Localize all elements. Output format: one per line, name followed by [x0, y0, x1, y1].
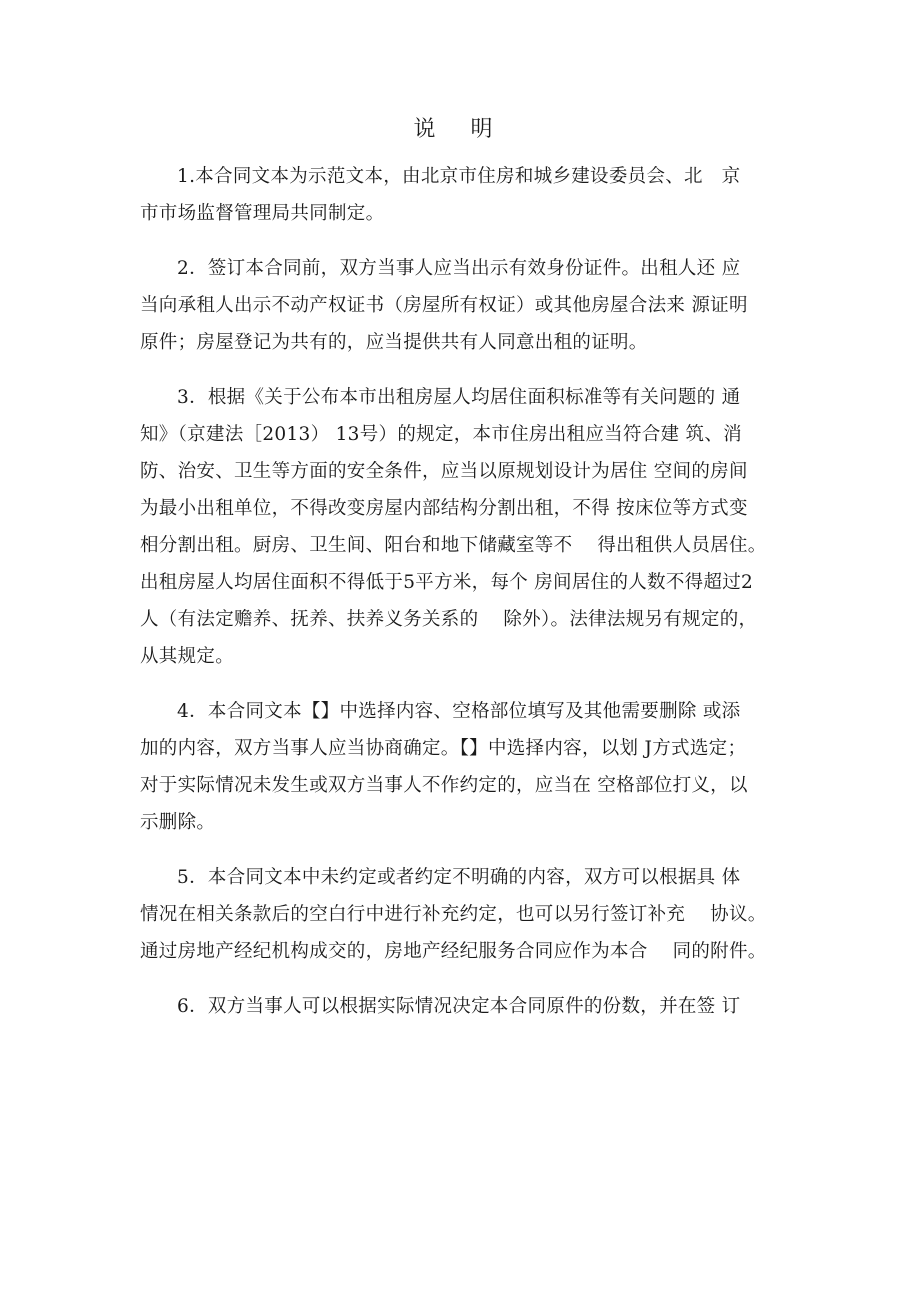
paragraph-line: 相分割出租。厨房、卫生间、阳台和地下储藏室等不 得出租供人员居住。 — [140, 535, 767, 556]
paragraph-line: 为最小出租单位，不得改变房屋内部结构分割出租，不得 按床位等方式变 — [140, 498, 748, 519]
paragraph-line: 对于实际情况未发生或双方当事人不作约定的，应当在 空格部位打义，以 — [140, 775, 748, 796]
paragraph-line: 6．双方当事人可以根据实际情况决定本合同原件的份数，并在签 订 — [177, 996, 741, 1017]
paragraph-line: 知》（京建法［2013） 13号）的规定，本市住房出租应当符合建 筑、消 — [140, 424, 742, 445]
paragraph-3 — [140, 379, 800, 675]
paragraph-line: 从其规定。 — [140, 646, 235, 667]
paragraph-5 — [140, 859, 800, 970]
paragraph-line: 情况在相关条款后的空白行中进行补充约定，也可以另行签订补充 协议。 — [140, 904, 767, 925]
paragraph-line: 加的内容，双方当事人应当协商确定。【】中选择内容，以划 J方式选定； — [140, 738, 747, 759]
paragraph-2 — [140, 250, 800, 361]
paragraph-line: 1.本合同文本为示范文本，由北京市住房和城乡建设委员会、北 京 — [177, 166, 741, 187]
paragraph-line: 防、治安、卫生等方面的安全条件，应当以原规划设计为居住 空间的房间 — [140, 461, 748, 482]
paragraph-4 — [140, 693, 800, 841]
paragraph-line: 4．本合同文本【】中选择内容、空格部位填写及其他需要删除 或添 — [177, 701, 741, 722]
paragraph-6 — [140, 988, 800, 1025]
paragraph-line: 通过房地产经纪机构成交的，房地产经纪服务合同应作为本合 同的附件。 — [140, 941, 767, 962]
paragraph-line: 人（有法定赡养、抚养、扶养义务关系的 除外）。法律法规另有规定的， — [140, 609, 758, 630]
paragraph-line: 2．签订本合同前，双方当事人应当出示有效身份证件。出租人还 应 — [177, 258, 741, 279]
document-body — [140, 158, 800, 1043]
page-title: 说 明 — [413, 117, 507, 142]
paragraph-line: 示删除。 — [140, 812, 216, 833]
paragraph-line: 原件；房屋登记为共有的，应当提供共有人同意出租的证明。 — [140, 332, 648, 353]
paragraph-1 — [140, 158, 800, 232]
paragraph-line: 3．根据《关于公布本市出租房屋人均居住面积标准等有关问题的 通 — [177, 387, 741, 408]
paragraph-line: 当向承租人出示不动产权证书（房屋所有权证）或其他房屋合法来 源证明 — [140, 295, 748, 316]
paragraph-line: 5．本合同文本中未约定或者约定不明确的内容，双方可以根据具 体 — [177, 867, 741, 888]
paragraph-line: 市市场监督管理局共同制定。 — [140, 203, 385, 224]
paragraph-line: 出租房屋人均居住面积不得低于5平方米，每个 房间居住的人数不得超过2 — [140, 572, 754, 593]
